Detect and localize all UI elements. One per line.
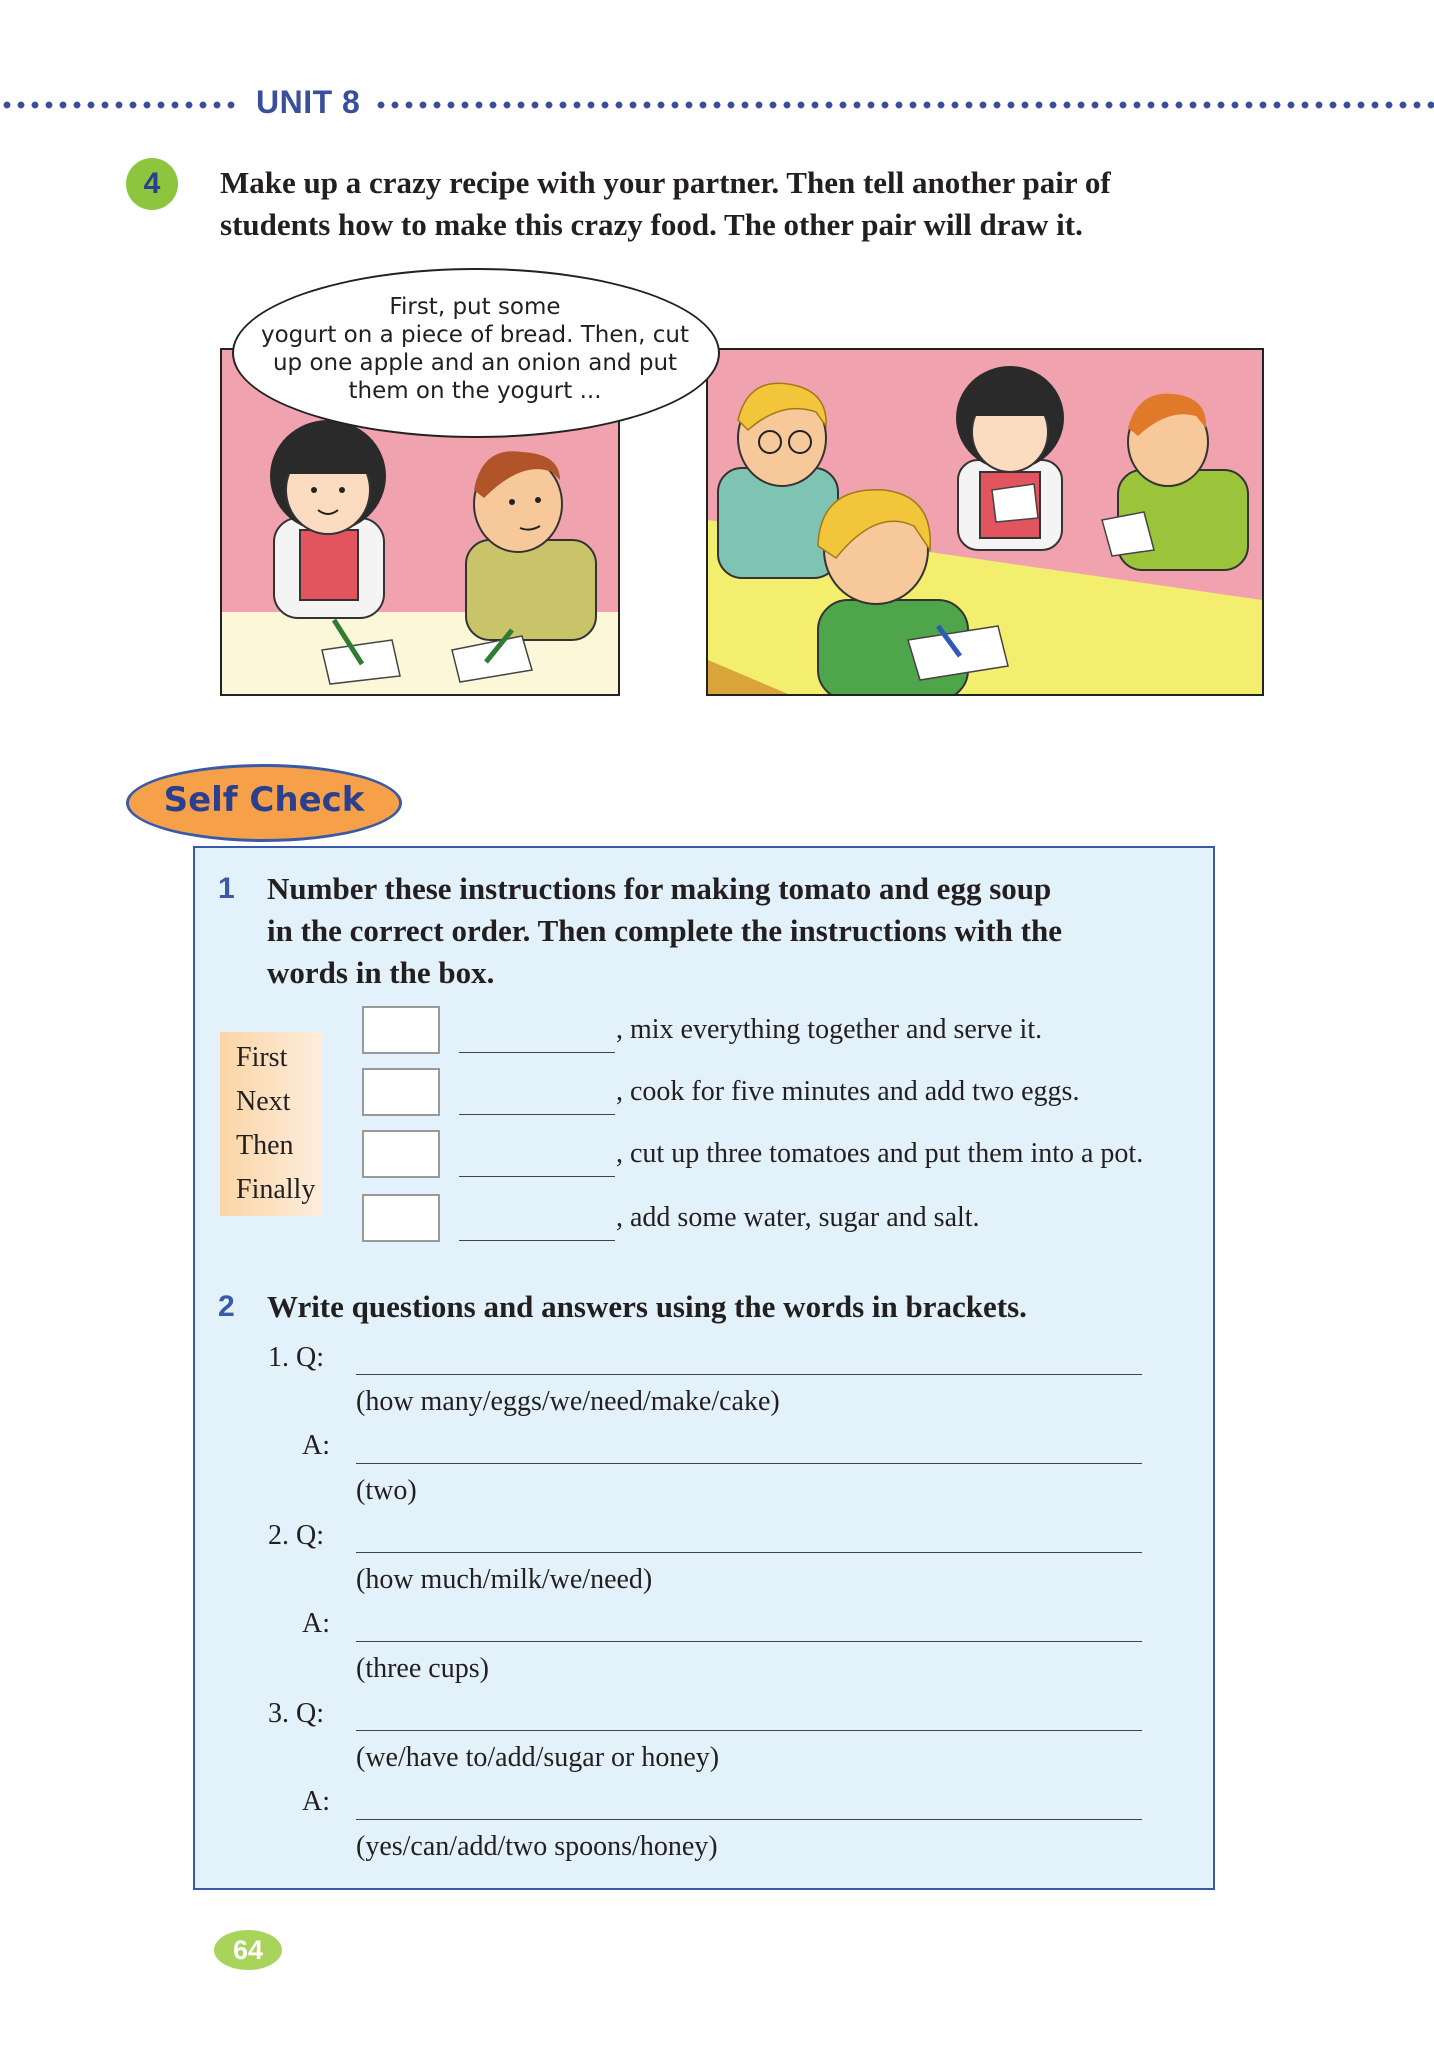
question-prompt: (we/have to/add/sugar or honey)	[356, 1742, 720, 1773]
question-label: 3. Q:	[268, 1698, 324, 1729]
answer-prompt: (three cups)	[356, 1653, 489, 1684]
header-dots-right	[374, 100, 1434, 110]
answer-label: A:	[302, 1608, 330, 1639]
answer-line[interactable]	[356, 1641, 1142, 1642]
page-number: 64	[214, 1930, 282, 1970]
exercise-2-number: 2	[218, 1290, 235, 1323]
speech-bubble-line: yogurt on a piece of bread. Then, cut	[261, 322, 689, 348]
speech-bubble-line: up one apple and an onion and put	[272, 350, 678, 376]
exercise-2-instruction: Write questions and answers using the words in brackets.	[267, 1289, 1027, 1324]
word-box-item: Next	[236, 1086, 291, 1117]
answer-prompt: (yes/can/add/two spoons/honey)	[356, 1831, 718, 1862]
word-box-item: First	[236, 1042, 288, 1073]
question-label: 1. Q:	[268, 1342, 324, 1373]
exercise-1-instruction	[267, 868, 1187, 994]
self-check-panel	[193, 846, 1215, 1890]
speech-bubble-line: First, put some	[389, 294, 561, 320]
word-box-item: Finally	[236, 1174, 316, 1205]
activity-number-badge: 4	[126, 158, 178, 210]
answer-line[interactable]	[356, 1819, 1142, 1820]
exercise-1-number: 1	[218, 872, 235, 905]
question-prompt: (how much/milk/we/need)	[356, 1564, 653, 1595]
answer-blank[interactable]	[459, 1052, 615, 1053]
instruction-sentence: , cut up three tomatoes and put them into a pot.	[616, 1138, 1144, 1169]
exercise-1-line: words in the box.	[267, 955, 495, 990]
question-label: 2. Q:	[268, 1520, 324, 1551]
word-box-item: Then	[236, 1130, 294, 1161]
answer-label: A:	[302, 1786, 330, 1817]
answer-line[interactable]	[356, 1730, 1142, 1731]
order-number-box[interactable]	[362, 1130, 440, 1178]
speech-bubble-line: them on the yogurt ...	[348, 378, 602, 404]
activity-instruction-line: students how to make this crazy food. The other pair will draw it.	[220, 207, 1083, 242]
answer-prompt: (two)	[356, 1475, 417, 1506]
speech-bubble-text	[248, 293, 702, 405]
order-number-box[interactable]	[362, 1006, 440, 1054]
answer-line[interactable]	[356, 1552, 1142, 1553]
illustration-right-panel	[706, 348, 1264, 696]
self-check-title: Self Check	[163, 780, 365, 820]
answer-line[interactable]	[356, 1374, 1142, 1375]
unit-title: UNIT 8	[256, 84, 361, 120]
instruction-sentence: , add some water, sugar and salt.	[616, 1202, 980, 1233]
exercise-1-line: in the correct order. Then complete the instructions with the	[267, 913, 1062, 948]
group-drawing-illustration	[708, 350, 1262, 694]
order-number-box[interactable]	[362, 1068, 440, 1116]
instruction-sentence: , mix everything together and serve it.	[616, 1014, 1043, 1045]
answer-blank[interactable]	[459, 1240, 615, 1241]
activity-instruction-line: Make up a crazy recipe with your partner. Then tell another pair of	[220, 165, 1111, 200]
activity-instruction	[220, 162, 1220, 246]
answer-blank[interactable]	[459, 1176, 615, 1177]
header-dots-left	[0, 100, 240, 110]
exercise-1-line: Number these instructions for making tomato and egg soup	[267, 871, 1052, 906]
answer-line[interactable]	[356, 1463, 1142, 1464]
answer-blank[interactable]	[459, 1114, 615, 1115]
answer-label: A:	[302, 1430, 330, 1461]
question-prompt: (how many/eggs/we/need/make/cake)	[356, 1386, 780, 1417]
order-number-box[interactable]	[362, 1194, 440, 1242]
instruction-sentence: , cook for five minutes and add two eggs.	[616, 1076, 1080, 1107]
